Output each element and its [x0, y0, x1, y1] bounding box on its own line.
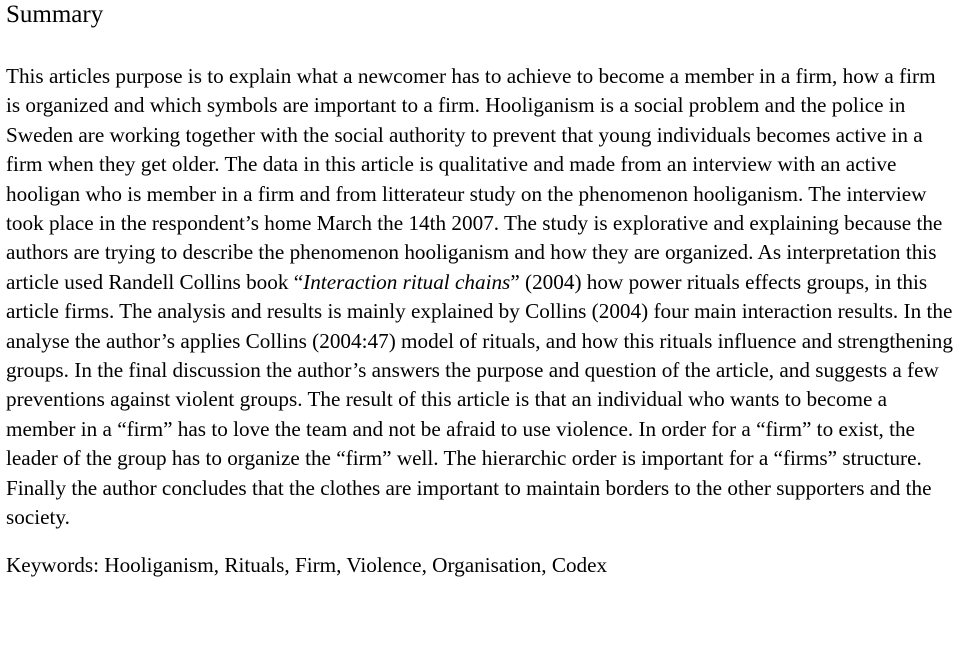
section-title: Summary — [6, 1, 104, 28]
book-title: Interaction ritual chains — [303, 269, 511, 294]
keywords-line: Keywords: Hooliganism, Rituals, Firm, Violence, Organisation, Codex — [6, 552, 608, 577]
abstract-text-part-2: ” (2004) how power rituals effects groups, in this article firms. The analysis and results is mainly explained by Collins (2004) four main interaction results. In the analyse the author’s applies Collins (2004:47) model of rituals, and how this rituals influence and strengthening groups. In the final discussion the author’s answers the purpose and question of the article, and suggests a few preventions against violent groups. The result of this article is that an individual who wants to become a member in a “firm” has to love the team and not be afraid to use violence. In order for a “firm” to exist, the leader of the group has to organize the “firm” well. The hierarchic order is important for a “firms” structure. Finally the author concludes that the clothes are important to maintain borders to the other supporters and the society. — [6, 269, 953, 530]
abstract-paragraph — [6, 62, 954, 533]
document-page — [6, 0, 954, 580]
abstract-text-part-1: This articles purpose is to explain what a newcomer has to achieve to become a member in a firm, how a firm is organized and which symbols are important to a firm. Hooliganism is a social problem and the police in Sweden are working together with the social authority to prevent that young individuals becomes active in a firm when they get older. The data in this article is qualitative and made from an interview with an active hooligan who is member in a firm and from litterateur study on the phenomenon hooliganism. The interview took place in the respondent’s home March the 14th 2007. The study is explorative and explaining because the authors are trying to describe the phenomenon hooliganism and how they are organized. As interpretation this article used Randell Collins book “ — [6, 64, 943, 294]
